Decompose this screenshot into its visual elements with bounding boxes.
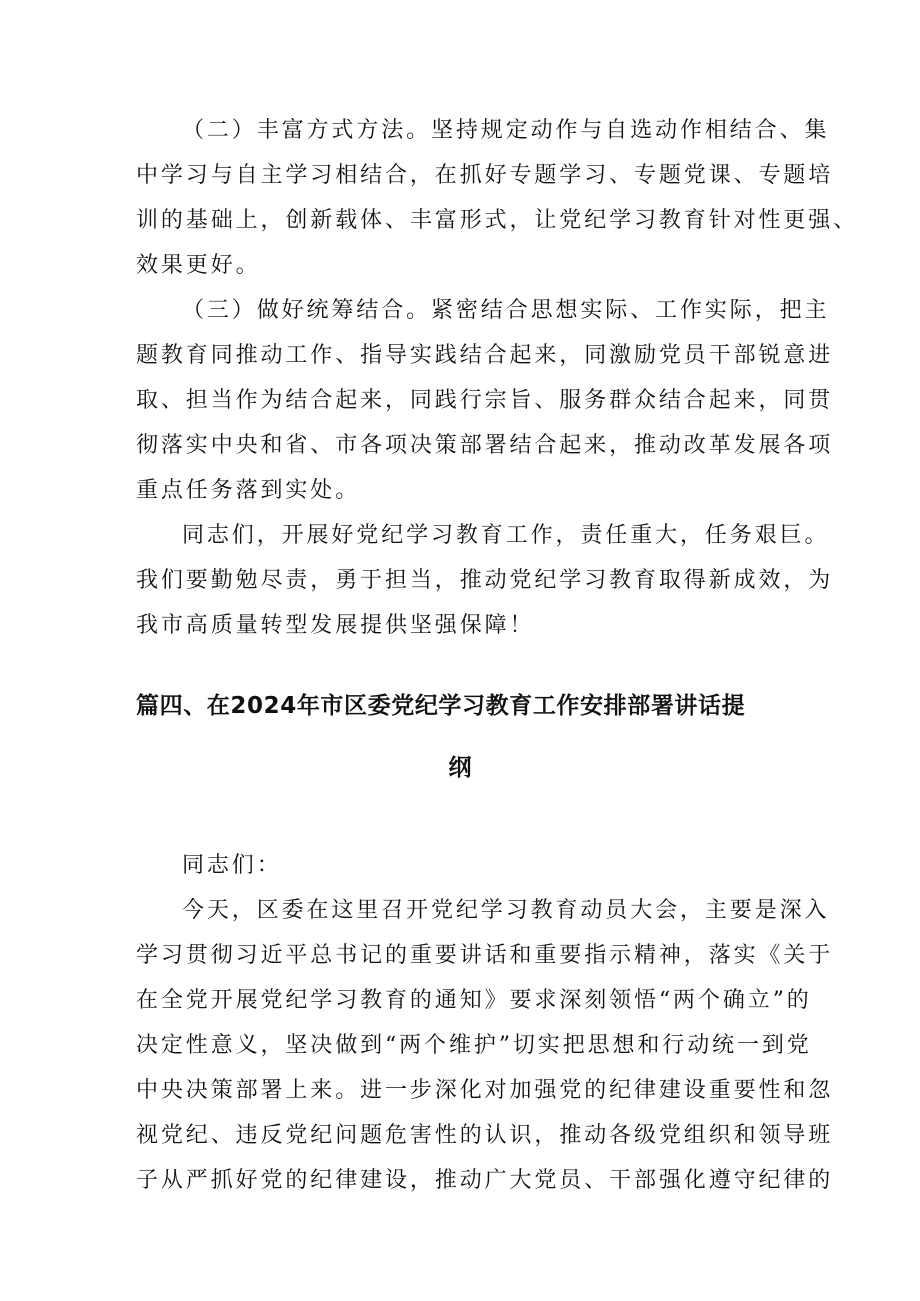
closing-line-2: 我们要勤勉尽责，勇于担当，推动党纪学习教育取得新成效，为: [136, 568, 834, 593]
paragraph-2-line-2: 中学习与自主学习相结合，在抓好专题学习、专题党课、专题培: [136, 163, 834, 188]
paragraph-3-line-2: 题教育同推动工作、指导实践结合起来，同激励党员干部锐意进: [136, 343, 834, 368]
closing-line-1: 同志们，开展好党纪学习教育工作，责任重大，任务艰巨。: [182, 523, 830, 548]
closing-line-3: 我市高质量转型发展提供坚强保障！: [136, 613, 535, 638]
paragraph-3-line-3: 取、担当作为结合起来，同践行宗旨、服务群众结合起来，同贯: [136, 388, 834, 413]
paragraph-3-line-5: 重点任务落到实处。: [136, 478, 361, 503]
salutation: 同志们：: [182, 853, 282, 878]
body-line-7: 子从严抓好党的纪律建设，推动广大党员、干部强化遵守纪律的: [136, 1168, 834, 1193]
paragraph-2-line-1: （二）丰富方式方法。坚持规定动作与自选动作相结合、集: [182, 118, 830, 143]
body-line-2: 学习贯彻习近平总书记的重要讲话和重要指示精神，落实《关于: [136, 943, 834, 968]
body-line-4: 决定性意义，坚决做到“两个维护”切实把思想和行动统一到党: [136, 1033, 812, 1058]
paragraph-3-line-4: 彻落实中央和省、市各项决策部署结合起来，推动改革发展各项: [136, 433, 834, 458]
paragraph-2-line-4: 效果更好。: [136, 253, 261, 278]
body-line-3: 在全党开展党纪学习教育的通知》要求深刻领悟“两个确立”的: [136, 988, 812, 1013]
body-line-1: 今天，区委在这里召开党纪学习教育动员大会，主要是深入: [182, 898, 830, 923]
section-title-line-2: 纲: [448, 755, 472, 781]
paragraph-3-line-1: （三）做好统筹结合。紧密结合思想实际、工作实际，把主: [182, 298, 830, 323]
body-line-6: 视党纪、违反党纪问题危害性的认识，推动各级党组织和领导班: [136, 1123, 834, 1148]
paragraph-2-line-3: 训的基础上，创新载体、丰富形式，让党纪学习教育针对性更强、: [136, 208, 859, 233]
body-line-5: 中央决策部署上来。进一步深化对加强党的纪律建设重要性和忽: [136, 1078, 834, 1103]
section-title-line-1: 篇四、在2024年市区委党纪学习教育工作安排部署讲话提: [136, 693, 746, 719]
